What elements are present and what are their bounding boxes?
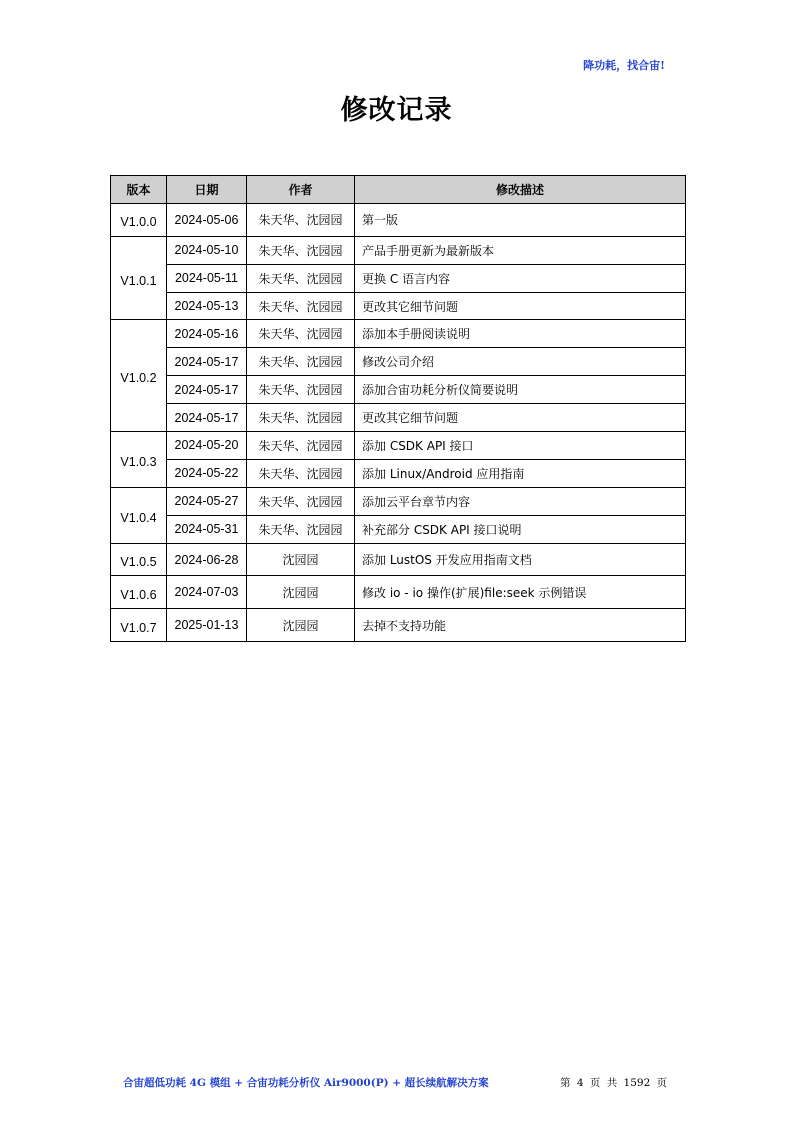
- footer-page-number: 第 4 页 共 1592 页: [560, 1077, 668, 1089]
- description-cell: 修改公司介绍: [355, 348, 686, 376]
- table-row: [111, 609, 686, 642]
- author-cell: 朱天华、沈园园: [247, 404, 355, 432]
- page-title: 修改记录: [340, 95, 453, 126]
- description-cell: 更改其它细节问题: [355, 292, 686, 320]
- table-row: [111, 203, 686, 236]
- table-row: [111, 432, 686, 460]
- version-cell: V1.0.0: [111, 203, 167, 236]
- description-cell: 修改 io - io 操作(扩展)file:seek 示例错误: [355, 576, 686, 609]
- date-cell: 2024-05-16: [167, 320, 247, 348]
- revision-table-body: [111, 203, 686, 641]
- version-cell: V1.0.3: [111, 432, 167, 488]
- description-cell: 添加 LustOS 开发应用指南文档: [355, 543, 686, 576]
- date-cell: 2024-05-22: [167, 459, 247, 487]
- description-cell: 第一版: [355, 203, 686, 236]
- date-cell: 2024-05-27: [167, 487, 247, 515]
- version-cell: V1.0.7: [111, 609, 167, 642]
- column-header-description: 修改描述: [355, 176, 686, 204]
- description-cell: 添加 Linux/Android 应用指南: [355, 459, 686, 487]
- version-cell: V1.0.5: [111, 543, 167, 576]
- author-cell: 朱天华、沈园园: [247, 515, 355, 543]
- table-row: [111, 264, 686, 292]
- table-row: [111, 404, 686, 432]
- header-row: [111, 176, 686, 204]
- author-cell: 朱天华、沈园园: [247, 348, 355, 376]
- date-cell: 2024-05-31: [167, 515, 247, 543]
- table-row: [111, 487, 686, 515]
- description-cell: 更换 C 语言内容: [355, 264, 686, 292]
- date-cell: 2024-05-06: [167, 203, 247, 236]
- date-cell: 2024-05-10: [167, 236, 247, 264]
- table-row: [111, 543, 686, 576]
- author-cell: 朱天华、沈园园: [247, 320, 355, 348]
- footer-product-line: 合宙超低功耗 4G 模组 + 合宙功耗分析仪 Air9000(P) + 超长续航解决方案: [123, 1077, 489, 1089]
- description-cell: 添加 CSDK API 接口: [355, 432, 686, 460]
- date-cell: 2024-05-17: [167, 376, 247, 404]
- author-cell: 朱天华、沈园园: [247, 203, 355, 236]
- author-cell: 朱天华、沈园园: [247, 432, 355, 460]
- date-cell: 2025-01-13: [167, 609, 247, 642]
- table-row: [111, 292, 686, 320]
- author-cell: 沈园园: [247, 609, 355, 642]
- author-cell: 朱天华、沈园园: [247, 487, 355, 515]
- table-row: [111, 459, 686, 487]
- revision-table: [110, 175, 686, 642]
- date-cell: 2024-05-13: [167, 292, 247, 320]
- header-slogan: 降功耗，找合宙!: [583, 59, 665, 72]
- date-cell: 2024-06-28: [167, 543, 247, 576]
- column-header-date: 日期: [167, 176, 247, 204]
- version-cell: V1.0.4: [111, 487, 167, 543]
- author-cell: 朱天华、沈园园: [247, 292, 355, 320]
- description-cell: 添加云平台章节内容: [355, 487, 686, 515]
- author-cell: 朱天华、沈园园: [247, 459, 355, 487]
- description-cell: 去掉不支持功能: [355, 609, 686, 642]
- table-row: [111, 348, 686, 376]
- table-row: [111, 376, 686, 404]
- date-cell: 2024-05-17: [167, 404, 247, 432]
- table-row: [111, 236, 686, 264]
- table-row: [111, 576, 686, 609]
- author-cell: 朱天华、沈园园: [247, 236, 355, 264]
- date-cell: 2024-05-20: [167, 432, 247, 460]
- version-cell: V1.0.6: [111, 576, 167, 609]
- description-cell: 更改其它细节问题: [355, 404, 686, 432]
- description-cell: 添加本手册阅读说明: [355, 320, 686, 348]
- date-cell: 2024-05-17: [167, 348, 247, 376]
- date-cell: 2024-07-03: [167, 576, 247, 609]
- description-cell: 产品手册更新为最新版本: [355, 236, 686, 264]
- author-cell: 沈园园: [247, 576, 355, 609]
- table-row: [111, 320, 686, 348]
- author-cell: 朱天华、沈园园: [247, 376, 355, 404]
- author-cell: 沈园园: [247, 543, 355, 576]
- description-cell: 补充部分 CSDK API 接口说明: [355, 515, 686, 543]
- column-header-version: 版本: [111, 176, 167, 204]
- version-cell: V1.0.2: [111, 320, 167, 432]
- description-cell: 添加合宙功耗分析仪简要说明: [355, 376, 686, 404]
- version-cell: V1.0.1: [111, 236, 167, 320]
- date-cell: 2024-05-11: [167, 264, 247, 292]
- table-row: [111, 515, 686, 543]
- author-cell: 朱天华、沈园园: [247, 264, 355, 292]
- revision-table-header: [111, 176, 686, 204]
- column-header-author: 作者: [247, 176, 355, 204]
